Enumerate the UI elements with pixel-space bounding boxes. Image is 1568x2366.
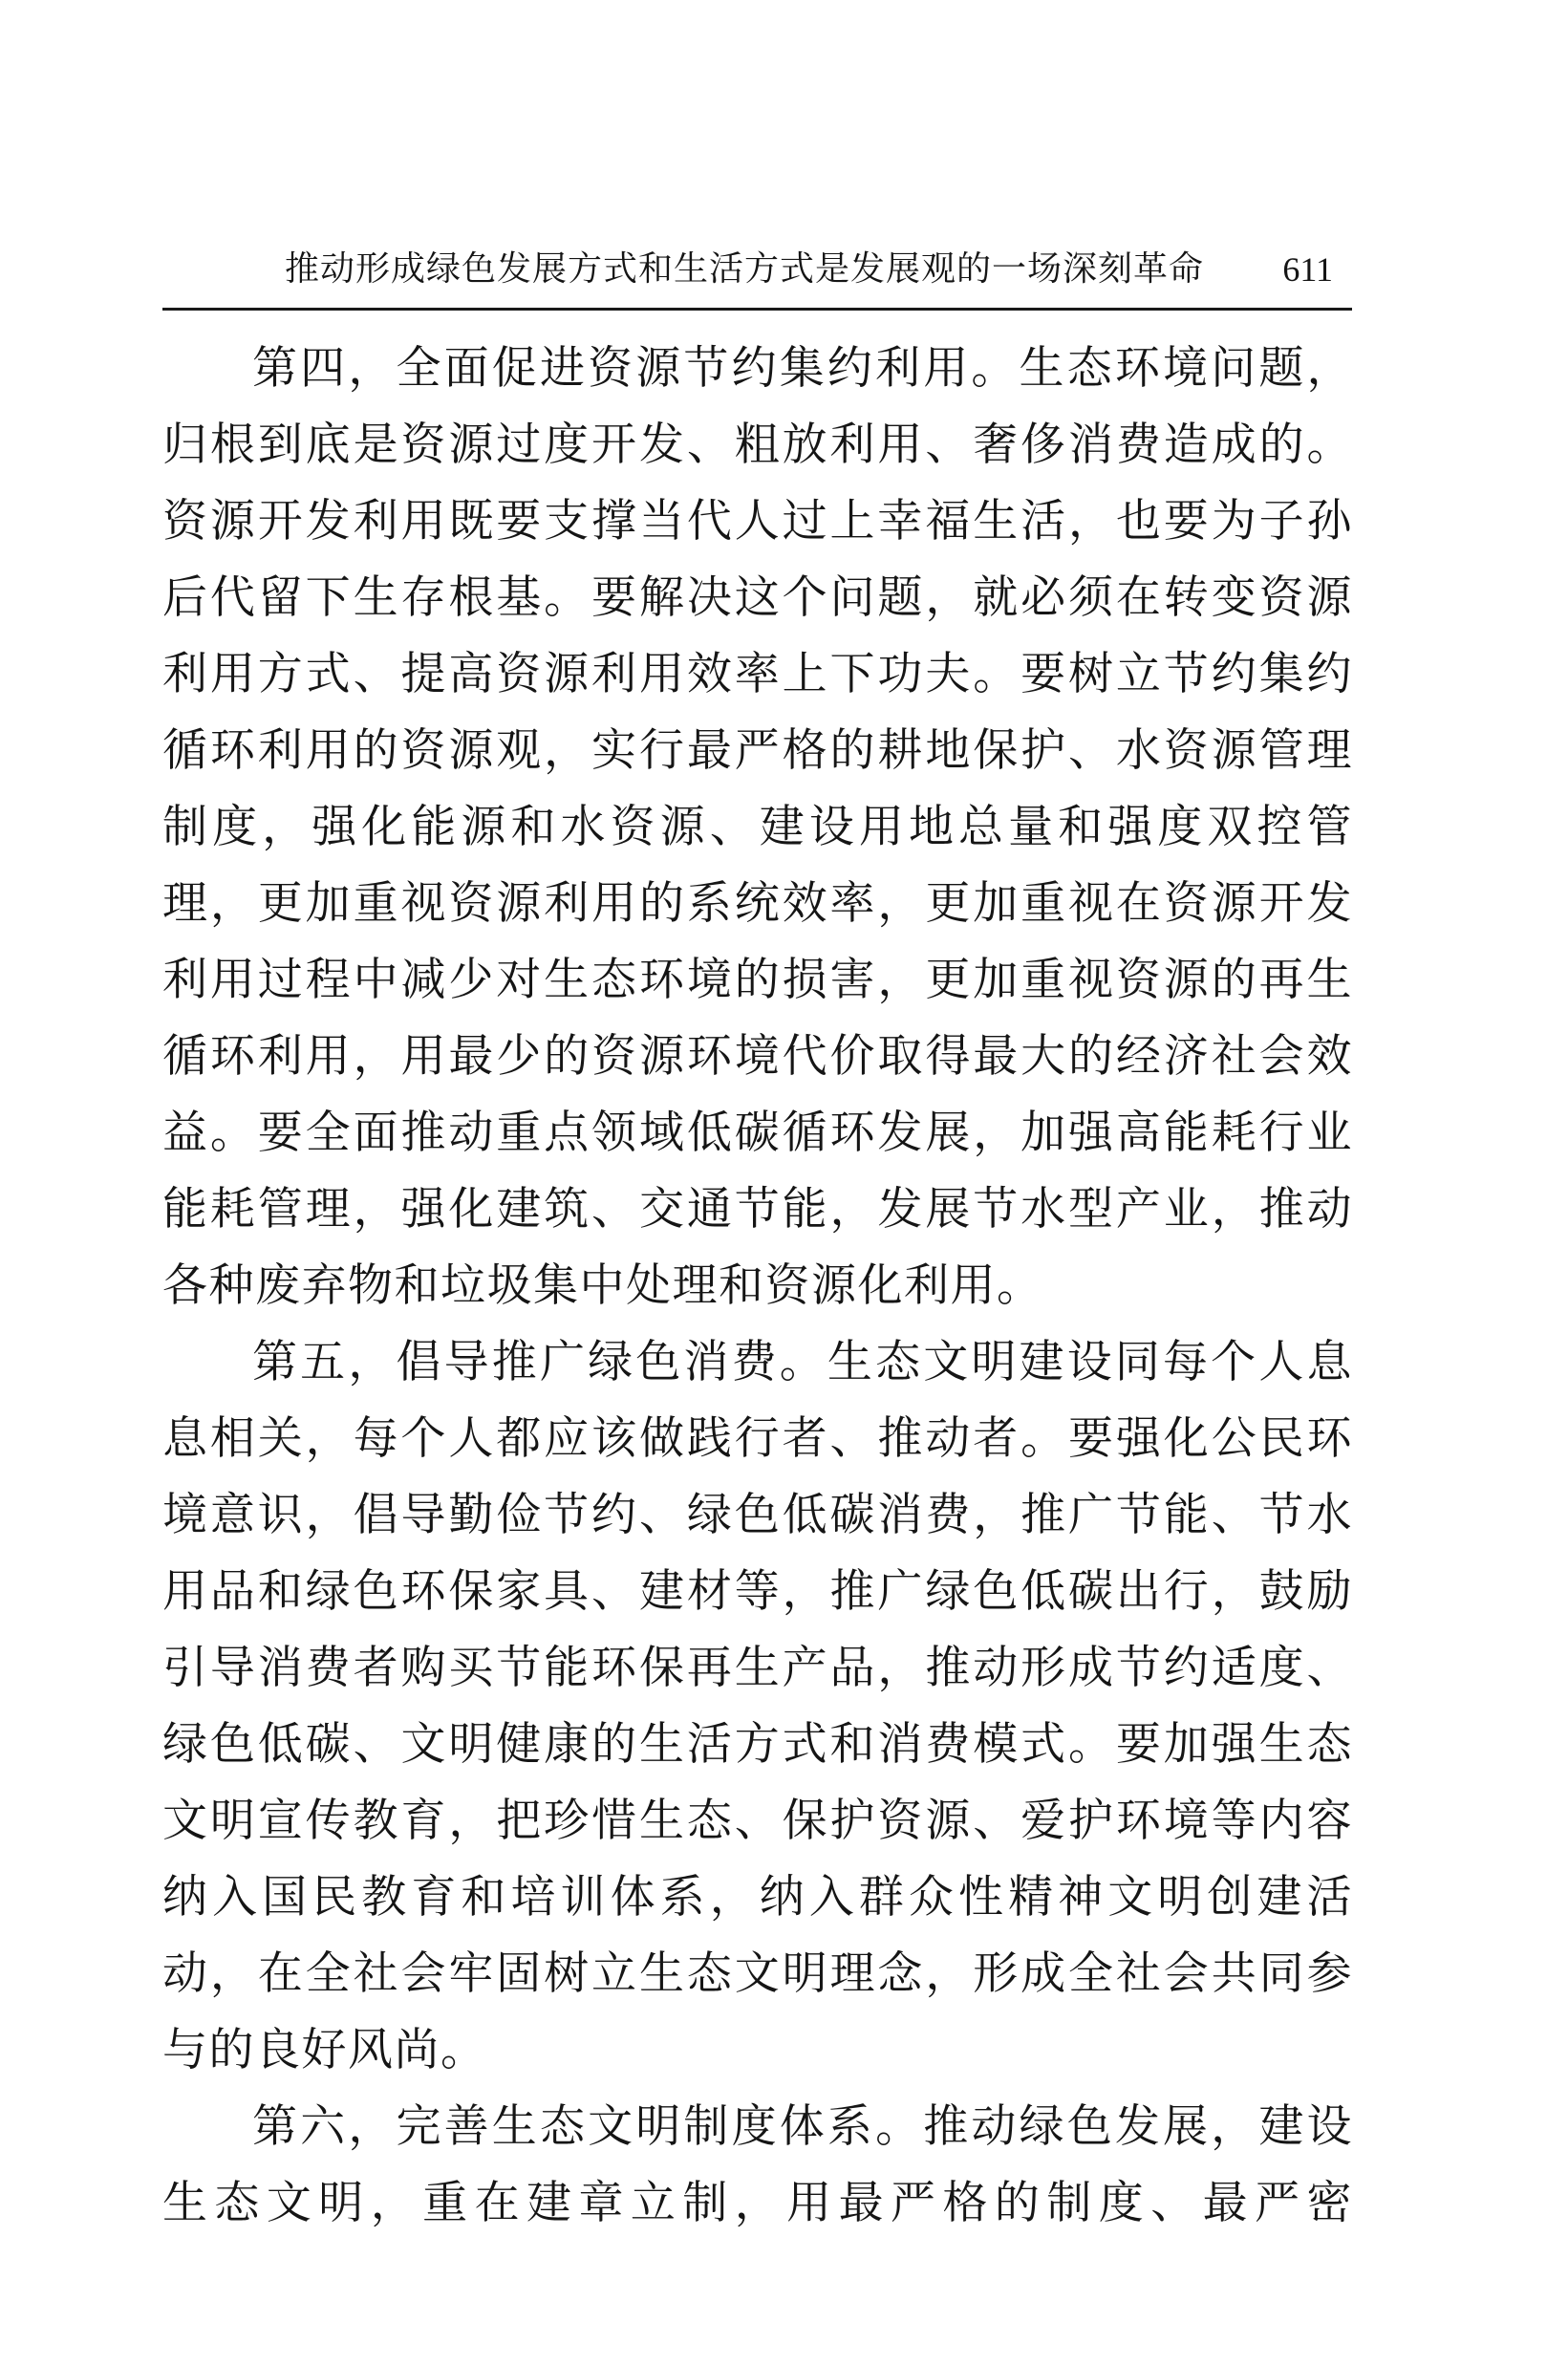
header-rule — [162, 308, 1352, 311]
paragraph-green-consumption: 第五，倡导推广绿色消费。生态文明建设同每个人息息相关，每个人都应该做践行者、推动者。要强化公民环境意识，倡导勤俭节约、绿色低碳消费，推广节能、节水用品和绿色环保家具、建材等，推广绿色低碳出行，鼓励引导消费者购买节能环保再生产品，推动形成节约适度、绿色低碳、文明健康的生活方式和消费模式。要加强生态文明宣传教育，把珍惜生态、保护资源、爱护环境等内容纳入国民教育和培训体系，纳入群众性精神文明创建活动，在全社会牢固树立生态文明理念，形成全社会共同参与的良好风尚。 — [162, 1336, 1353, 2076]
paragraph-resource-conservation: 第四，全面促进资源节约集约利用。生态环境问题，归根到底是资源过度开发、粗放利用、奢侈消费造成的。资源开发利用既要支撑当代人过上幸福生活，也要为子孙后代留下生存根基。要解决这个问题，就必须在转变资源利用方式、提高资源利用效率上下功夫。要树立节约集约循环利用的资源观，实行最严格的耕地保护、水资源管理制度，强化能源和水资源、建设用地总量和强度双控管理，更加重视资源利用的系统效率，更加重视在资源开发利用过程中减少对生态环境的损害，更加重视资源的再生循环利用，用最少的资源环境代价取得最大的经济社会效益。要全面推动重点领域低碳循环发展，加强高能耗行业能耗管理，强化建筑、交通节能，发展节水型产业，推动各种废弃物和垃圾集中处理和资源化利用。 — [162, 342, 1353, 1312]
chapter-title: 推动形成绿色发展方式和生活方式是发展观的一场深刻革命 — [285, 249, 1205, 289]
body-text — [162, 331, 1353, 2242]
page-number: 611 — [1282, 250, 1333, 289]
paragraph-institutional-system: 第六，完善生态文明制度体系。推动绿色发展，建设生态文明，重在建章立制，用最严格的制度、最严密 — [162, 2100, 1353, 2229]
running-header — [162, 244, 1352, 295]
